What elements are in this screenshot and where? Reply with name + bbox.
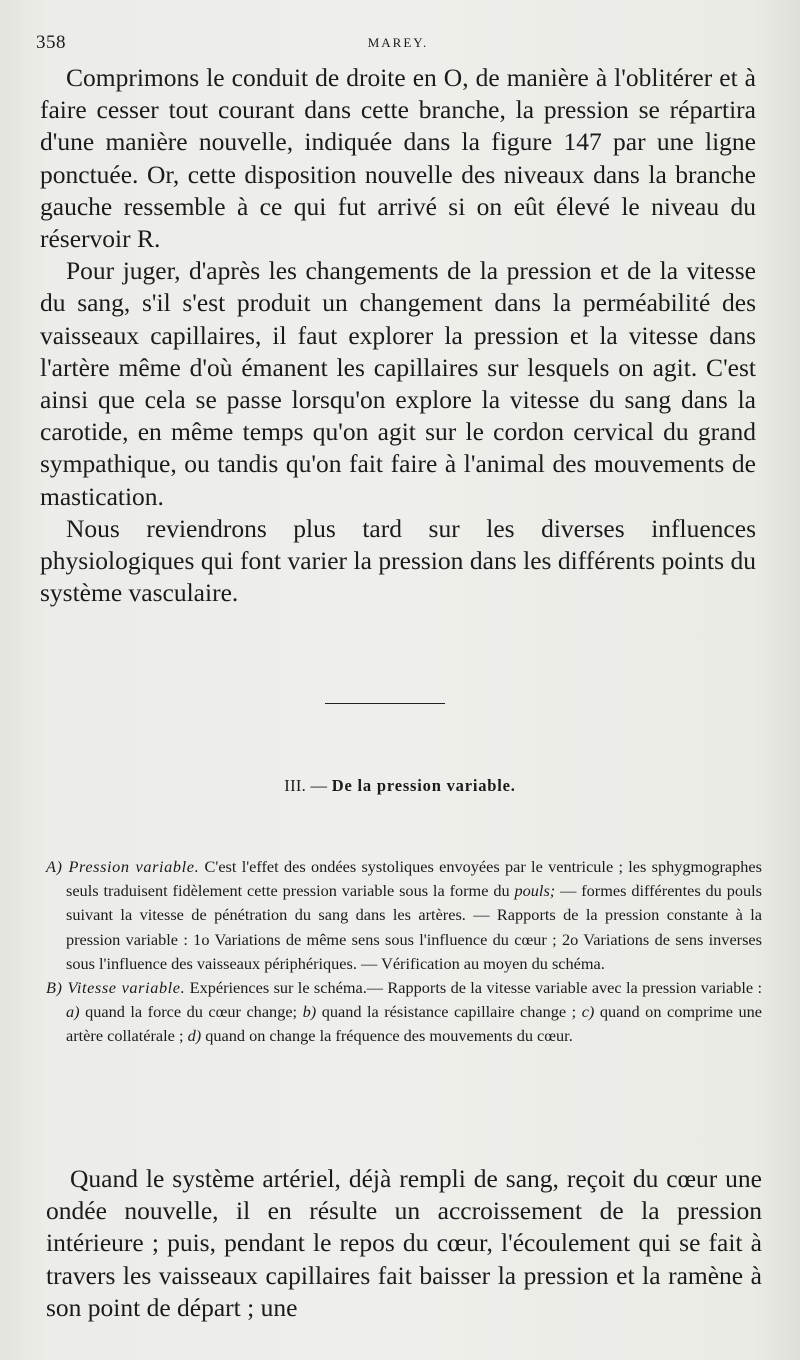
paragraph-1: Comprimons le conduit de droite en O, de manière à l'oblitérer et à faire cesser tout courant dans cette branche, la pression se répartira d'une manière nouvelle, indiquée dans la figure 147 par une ligne ponctuée. Or, cette disposition nouvelle des niveaux dans la branche gauche ressemble à ce qui fut arrivé si on eût élevé le niveau du réservoir R. — [40, 63, 756, 254]
summary-item-a — [46, 855, 762, 976]
summary-a-text-2: — formes différentes du pouls suivant la vitesse de pénétration du sang dans les artères. — Rapports de la pression constante à la pression variable : 1o Variations de même sens sous l'influence du cœur ; 2o Variations de sens inverses sous l'influence des vaisseaux périphériques. — Vérification au moyen du schéma. — [66, 881, 762, 973]
summary-label-a: A) Pression variable. — [46, 857, 200, 876]
summary-b-text-5: quand on change la fréquence des mouvements du cœur. — [201, 1026, 573, 1046]
summary-b-text-4: quand on comprime une artère collatérale ; — [66, 1002, 763, 1046]
summary-b-marker-c: c) — [581, 1002, 595, 1022]
summary-a-pouls: pouls; — [514, 881, 556, 901]
summary-label-b: B) Vitesse variable. — [46, 978, 186, 998]
summary-a-text-1: C'est l'effet des ondées systoliques envoyées par le ventricule ; les sphygmographes seuls traduisent fidèlement cette pression variable sous la forme du — [66, 857, 762, 901]
main-text-block — [40, 62, 756, 609]
section-heading — [0, 776, 800, 796]
section-summary — [46, 855, 762, 1049]
summary-b-marker-b: b) — [302, 1002, 317, 1022]
paragraph-3: Nous reviendrons plus tard sur les diverses influences physiologiques qui font varier la pression dans les différents points du système vasculaire. — [40, 513, 756, 608]
paragraph-2: Pour juger, d'après les changements de la pression et de la vitesse du sang, s'il s'est produit un changement dans la perméabilité des vaisseaux capillaires, il faut explorer la pression et la vitesse dans l'artère même d'où émanent les capillaires sur lesquels on agit. C'est ainsi que cela se passe lorsqu'on explore la vitesse du sang dans la carotide, en même temps qu'on agit sur le cordon cervical du grand sympathique, ou tandis qu'on fait faire à l'animal des mouvements de mastication. — [40, 256, 756, 511]
closing-text-block — [46, 1163, 762, 1324]
section-title: De la pression variable. — [331, 776, 516, 795]
summary-item-b — [46, 976, 762, 1049]
page-header — [36, 32, 760, 58]
summary-b-text-1: Expériences sur le schéma.— Rapports de la vitesse variable avec la pression variable : — [185, 978, 763, 998]
summary-b-text-3: quand la résistance capillaire change ; — [316, 1002, 582, 1022]
section-divider — [325, 703, 445, 704]
section-number: III. — — [284, 776, 328, 795]
summary-b-text-2: quand la force du cœur change; — [79, 1002, 303, 1022]
running-head: MAREY. — [367, 35, 429, 50]
page-number: 358 — [36, 32, 66, 53]
summary-b-marker-d: d) — [187, 1026, 202, 1046]
summary-b-marker-a: a) — [66, 1002, 80, 1022]
paragraph-4: Quand le système artériel, déjà rempli de sang, reçoit du cœur une ondée nouvelle, il en résulte un accroissement de la pression intérieure ; puis, pendant le repos du cœur, l'écoulement qui se fait à travers les vaisseaux capillaires fait baisser la pression et la ramène à son point de départ ; une — [46, 1164, 762, 1322]
